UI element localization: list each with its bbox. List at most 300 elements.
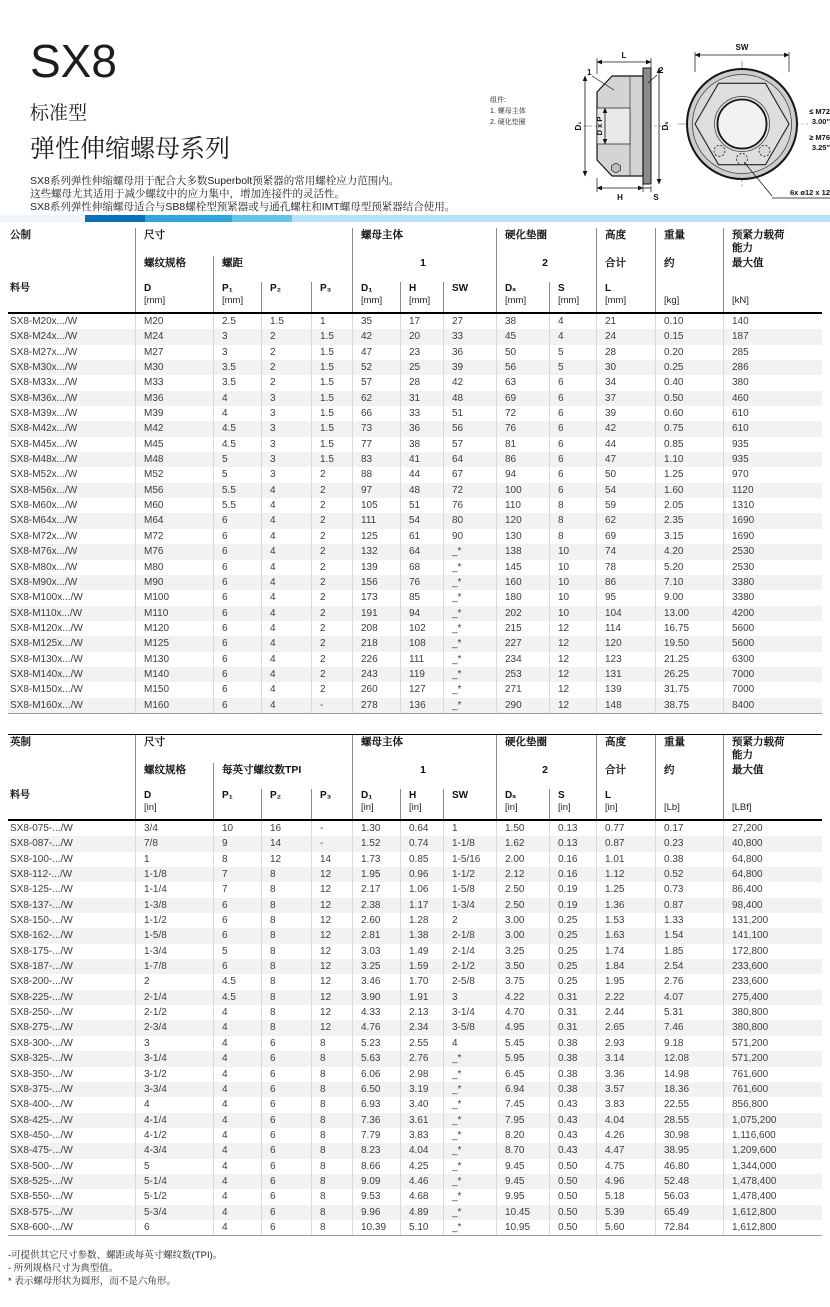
table-cell: 3 <box>261 406 311 421</box>
column-header: D [mm] <box>135 282 213 312</box>
table-cell: 0.31 <box>549 990 596 1005</box>
table-cell: 8 <box>311 1051 352 1066</box>
table-cell: 1.59 <box>400 959 443 974</box>
table-cell: 7000 <box>723 682 822 697</box>
table-cell: 3.50 <box>496 959 549 974</box>
sub-header-approx: 约 <box>655 256 723 282</box>
table-cell: M39 <box>135 406 213 421</box>
table-cell: 2-1/2 <box>443 959 496 974</box>
table-cell: 77 <box>352 437 400 452</box>
table-cell: M140 <box>135 667 213 682</box>
table-cell: 72.84 <box>655 1220 723 1235</box>
table-cell: 9.95 <box>496 1189 549 1204</box>
table-cell: 1.36 <box>596 898 655 913</box>
table-cell: 202 <box>496 606 549 621</box>
dim-label-H: H <box>617 193 623 202</box>
table-cell: 5.5 <box>213 498 261 513</box>
dim-label-Ds: Dₛ <box>661 121 670 131</box>
table-row <box>8 667 822 682</box>
table-row <box>8 1205 822 1220</box>
dim-label-DxP: D x P <box>595 116 604 136</box>
table-cell: 3 <box>443 990 496 1005</box>
table-cell: 0.64 <box>400 821 443 836</box>
table-cell: 2-1/4 <box>443 944 496 959</box>
group-header-preload: 预紧力载荷能力 <box>723 228 822 256</box>
table-cell: 2 <box>311 529 352 544</box>
table-cell: 72 <box>443 483 496 498</box>
table-cell: 33 <box>400 406 443 421</box>
table-cell: M150 <box>135 682 213 697</box>
table-cell: 4 <box>261 698 311 713</box>
table-cell: 3.5 <box>213 360 261 375</box>
table-cell: 26.25 <box>655 667 723 682</box>
table-cell: 5-1/2 <box>135 1189 213 1204</box>
table-cell: 571,200 <box>723 1051 822 1066</box>
table-cell: 3-1/4 <box>135 1051 213 1066</box>
table-cell: 4 <box>213 1067 261 1082</box>
table-cell: 4.75 <box>596 1159 655 1174</box>
table-cell: 6 <box>213 590 261 605</box>
bar-segment <box>85 215 145 222</box>
table-cell: 2 <box>311 652 352 667</box>
description-block <box>30 175 455 214</box>
table-row <box>8 913 822 928</box>
table-cell: 27 <box>443 314 496 329</box>
table-cell: 160 <box>496 575 549 590</box>
table-cell: 8.70 <box>496 1143 549 1158</box>
table-cell: 4 <box>443 1036 496 1051</box>
table-cell: 4 <box>261 544 311 559</box>
column-header: P₃ <box>311 282 352 312</box>
table-cell: 1.38 <box>400 928 443 943</box>
table-cell: 14 <box>311 852 352 867</box>
table-cell: 1.5 <box>311 391 352 406</box>
table-cell: 0.10 <box>655 314 723 329</box>
table-cell: 76 <box>443 498 496 513</box>
table-cell: SX8-350-.../W <box>10 1068 73 1080</box>
table-cell: 24 <box>596 329 655 344</box>
table-cell: 6.45 <box>496 1067 549 1082</box>
table-cell: 1-1/8 <box>443 836 496 851</box>
table-cell: 127 <box>400 682 443 697</box>
table-cell: 6 <box>261 1189 311 1204</box>
table-cell: 1-5/8 <box>443 882 496 897</box>
table-cell: 227 <box>496 636 549 651</box>
table-cell: 173 <box>352 590 400 605</box>
table-cell: 2.65 <box>596 1020 655 1035</box>
table-cell: 2-5/8 <box>443 974 496 989</box>
table-cell: 4 <box>261 652 311 667</box>
table-cell: 0.50 <box>655 391 723 406</box>
table-cell: 0.38 <box>549 1067 596 1082</box>
table-cell: 1,612,800 <box>723 1220 822 1235</box>
table-cell: 2 <box>311 498 352 513</box>
table-cell: 2 <box>311 483 352 498</box>
jackbolt-detail <box>612 163 621 173</box>
sub-header-total: 合计 <box>596 256 655 282</box>
table-cell: 59 <box>596 498 655 513</box>
table-cell: 1,478,400 <box>723 1174 822 1189</box>
table-row <box>8 1036 822 1051</box>
table-row <box>8 483 822 498</box>
table-cell: M130 <box>135 652 213 667</box>
table-cell: 9.18 <box>655 1036 723 1051</box>
table-cell: 4 <box>261 483 311 498</box>
group-header-body: 螺母主体 <box>352 228 496 256</box>
table-cell: M100 <box>135 590 213 605</box>
column-header: SW <box>443 282 496 312</box>
annotation-m72: ≤ M72 <box>809 107 830 116</box>
table-cell: 36 <box>443 345 496 360</box>
table-cell: 2 <box>311 560 352 575</box>
table-cell: 63 <box>496 375 549 390</box>
table-cell: 4 <box>261 560 311 575</box>
table-cell: SX8-M64x.../W <box>10 515 78 527</box>
table-cell: 2-1/4 <box>135 990 213 1005</box>
table-cell: 8 <box>311 1205 352 1220</box>
bar-segment <box>232 215 292 222</box>
sub-header-2: 2 <box>496 256 596 282</box>
table-cell: SX8-162-.../W <box>10 930 73 942</box>
table-cell: 8 <box>261 959 311 974</box>
table-cell: 72 <box>496 406 549 421</box>
table-cell: 9.09 <box>352 1174 400 1189</box>
table-cell: 130 <box>496 529 549 544</box>
table-cell: 38.75 <box>655 698 723 713</box>
table-cell: SX8-M33x.../W <box>10 377 78 389</box>
table-cell: 8 <box>311 1174 352 1189</box>
table-cell: SX8-M130x.../W <box>10 653 83 665</box>
table-cell: 88 <box>352 467 400 482</box>
table-cell: SX8-600-.../W <box>10 1221 73 1233</box>
table-cell: 6 <box>549 421 596 436</box>
table-cell: 51 <box>400 498 443 513</box>
column-header: L [mm] <box>596 282 655 312</box>
table-cell: 45 <box>496 329 549 344</box>
table-cell: 80 <box>443 513 496 528</box>
table-cell: 233,600 <box>723 974 822 989</box>
group-header-weight: 重量 <box>655 735 723 763</box>
table-cell: SX8-M42x.../W <box>10 423 78 435</box>
table-cell: 3 <box>261 437 311 452</box>
table-cell: 10 <box>549 590 596 605</box>
table-cell: _* <box>443 1067 496 1082</box>
table-cell: 4-3/4 <box>135 1143 213 1158</box>
table-cell: 3-1/2 <box>135 1067 213 1082</box>
table-cell: 98,400 <box>723 898 822 913</box>
table-cell: 6 <box>261 1159 311 1174</box>
table-cell: 4.07 <box>655 990 723 1005</box>
table-cell: 8.23 <box>352 1143 400 1158</box>
table-cell: 1.54 <box>655 928 723 943</box>
table-row <box>8 944 822 959</box>
table-cell: 2.76 <box>400 1051 443 1066</box>
table-cell: M160 <box>135 698 213 713</box>
column-header: P₂ <box>261 282 311 312</box>
table-cell: 33 <box>443 329 496 344</box>
table-cell: 2 <box>311 682 352 697</box>
group-header-height: 高度 <box>596 735 655 763</box>
table-cell: 1120 <box>723 483 822 498</box>
table-cell: SX8-M56x.../W <box>10 484 78 496</box>
table-cell: 140 <box>723 314 822 329</box>
table-cell: 6 <box>261 1082 311 1097</box>
table-cell: 66 <box>352 406 400 421</box>
table-cell: M80 <box>135 560 213 575</box>
table-cell: 6.50 <box>352 1082 400 1097</box>
table-cell: 25 <box>400 360 443 375</box>
table-cell: 6 <box>213 928 261 943</box>
table-cell: SX8-M60x.../W <box>10 500 78 512</box>
table-cell: 6 <box>261 1113 311 1128</box>
table-cell: 4.47 <box>596 1143 655 1158</box>
table-cell: 12 <box>549 652 596 667</box>
table-cell: 48 <box>400 483 443 498</box>
table-cell: 1-7/8 <box>135 959 213 974</box>
component-legend-item: 2. 硬化垫圈 <box>490 119 526 126</box>
page-subtitle-type: 标准型 <box>30 103 88 124</box>
table-cell: _* <box>443 1082 496 1097</box>
component-legend-item: 1. 螺母主体 <box>490 108 526 115</box>
table-cell: 380,800 <box>723 1005 822 1020</box>
table-cell: 2.13 <box>400 1005 443 1020</box>
table-row <box>8 606 822 621</box>
table-cell: 4.89 <box>400 1205 443 1220</box>
table-cell: 3.19 <box>400 1082 443 1097</box>
table-cell: 12 <box>311 1020 352 1035</box>
table-cell: 46.80 <box>655 1159 723 1174</box>
table-cell: 6 <box>213 667 261 682</box>
table-cell: 0.50 <box>549 1174 596 1189</box>
table-cell: 1,209,600 <box>723 1143 822 1158</box>
technical-drawing <box>486 28 830 220</box>
table-cell: 0.60 <box>655 406 723 421</box>
table-cell: 243 <box>352 667 400 682</box>
table-cell: SX8-M48x.../W <box>10 454 78 466</box>
table-cell: 1-1/4 <box>135 882 213 897</box>
table-cell: 3-3/4 <box>135 1082 213 1097</box>
table-cell: M52 <box>135 467 213 482</box>
table-cell: 0.31 <box>549 1020 596 1035</box>
table-cell: M56 <box>135 483 213 498</box>
table-cell: 7000 <box>723 667 822 682</box>
table-cell: 1.5 <box>311 345 352 360</box>
dim-label-SW: SW <box>735 43 749 52</box>
table-cell: 5 <box>135 1159 213 1174</box>
footnotes <box>8 1249 222 1288</box>
table-cell: 5.60 <box>596 1220 655 1235</box>
table-cell: 81 <box>496 437 549 452</box>
table-cell: 4.68 <box>400 1189 443 1204</box>
table-cell: 285 <box>723 345 822 360</box>
table-cell: 97 <box>352 483 400 498</box>
column-header: D₁ [mm] <box>352 282 400 312</box>
table-cell: 4 <box>213 1220 261 1235</box>
table-cell: 2-3/4 <box>135 1020 213 1035</box>
table-cell: _* <box>443 682 496 697</box>
table-cell: 2.05 <box>655 498 723 513</box>
table-cell: 4 <box>261 636 311 651</box>
table-cell: 2 <box>135 974 213 989</box>
table-cell: 6 <box>213 544 261 559</box>
group-header-dims: 尺寸 <box>135 735 352 763</box>
table-cell: 4 <box>261 529 311 544</box>
table-cell: 3.14 <box>596 1051 655 1066</box>
table-cell: 131,200 <box>723 913 822 928</box>
table-cell: M125 <box>135 636 213 651</box>
table-cell: 1.5 <box>311 375 352 390</box>
table-cell: 56.03 <box>655 1189 723 1204</box>
table-cell: 0.85 <box>400 852 443 867</box>
table-cell: 6 <box>261 1036 311 1051</box>
table-cell: 3 <box>261 391 311 406</box>
table-cell: SX8-M45x.../W <box>10 438 78 450</box>
table-cell: 8 <box>311 1082 352 1097</box>
table-cell: 100 <box>496 483 549 498</box>
table-cell: 5.31 <box>655 1005 723 1020</box>
table-cell: 6 <box>549 406 596 421</box>
bar-segment <box>145 215 232 222</box>
table-cell: 1,075,200 <box>723 1113 822 1128</box>
group-header-body: 螺母主体 <box>352 735 496 763</box>
table-cell: 7/8 <box>135 836 213 851</box>
table-row <box>8 959 822 974</box>
table-cell: 138 <box>496 544 549 559</box>
table-cell: 6 <box>549 437 596 452</box>
table-cell: _* <box>443 698 496 713</box>
table-cell: 4-1/4 <box>135 1113 213 1128</box>
table-cell: 1-3/4 <box>443 898 496 913</box>
table-cell: 61 <box>400 529 443 544</box>
table-cell: 12 <box>549 682 596 697</box>
table-cell: 68 <box>400 560 443 575</box>
table-cell: 0.38 <box>655 852 723 867</box>
table-cell: 5600 <box>723 636 822 651</box>
table-cell: 380,800 <box>723 1020 822 1035</box>
table-cell: 3 <box>261 421 311 436</box>
table-cell: 4.33 <box>352 1005 400 1020</box>
column-header-row <box>8 282 822 314</box>
table-cell: 8 <box>549 529 596 544</box>
table-cell: 187 <box>723 329 822 344</box>
table-cell: 0.87 <box>596 836 655 851</box>
table-cell: SX8-250-.../W <box>10 1007 73 1019</box>
table-cell: SX8-325-.../W <box>10 1053 73 1065</box>
table-cell: 0.40 <box>655 375 723 390</box>
table-cell: 6.94 <box>496 1082 549 1097</box>
table-cell: 86,400 <box>723 882 822 897</box>
table-cell: SX8-200-.../W <box>10 976 73 988</box>
table-cell: 6 <box>213 698 261 713</box>
table-cell: 191 <box>352 606 400 621</box>
table-cell: 83 <box>352 452 400 467</box>
table-cell: 1-1/8 <box>135 867 213 882</box>
table-cell: 6 <box>261 1128 311 1143</box>
table-cell: 0.96 <box>400 867 443 882</box>
table-cell: 6 <box>261 1220 311 1235</box>
table-cell: 52.48 <box>655 1174 723 1189</box>
table-cell: 0.73 <box>655 882 723 897</box>
table-cell: 141,100 <box>723 928 822 943</box>
annotation-holes: 6x ø12 x 12 <box>789 188 830 197</box>
table-cell: 120 <box>496 513 549 528</box>
table-cell: 3.03 <box>352 944 400 959</box>
table-cell: 1.28 <box>400 913 443 928</box>
table-cell: 12 <box>311 990 352 1005</box>
column-header: S [in] <box>549 789 596 819</box>
table-cell: 41 <box>400 452 443 467</box>
table-cell: 6 <box>261 1097 311 1112</box>
table-cell: 1,344,000 <box>723 1159 822 1174</box>
table-cell: 4.96 <box>596 1174 655 1189</box>
table-cell: 2530 <box>723 560 822 575</box>
table-cell: 28 <box>596 345 655 360</box>
table-row <box>8 375 822 390</box>
table-cell: 3-1/4 <box>443 1005 496 1020</box>
table-cell: 0.43 <box>549 1143 596 1158</box>
imperial-table <box>8 734 822 1236</box>
table-cell: _* <box>443 667 496 682</box>
sub-header-tpi: 每英寸螺纹数TPI <box>213 763 352 789</box>
table-cell: SX8-M30x.../W <box>10 362 78 374</box>
table-cell: 2 <box>311 606 352 621</box>
table-cell: 10 <box>549 544 596 559</box>
table-cell: 3 <box>213 329 261 344</box>
table-cell: 1,612,800 <box>723 1205 822 1220</box>
table-cell: 0.19 <box>549 898 596 913</box>
table-cell: 2.76 <box>655 974 723 989</box>
table-cell: 4 <box>213 1174 261 1189</box>
table-cell: _* <box>443 560 496 575</box>
table-cell: 172,800 <box>723 944 822 959</box>
drive-hole <box>759 145 770 156</box>
table-cell: 104 <box>596 606 655 621</box>
table-cell: 9.45 <box>496 1174 549 1189</box>
table-cell: 54 <box>400 513 443 528</box>
table-cell: 0.77 <box>596 821 655 836</box>
table-cell: 90 <box>443 529 496 544</box>
table-cell: 4 <box>261 667 311 682</box>
table-cell: 1.25 <box>596 882 655 897</box>
table-cell: 5 <box>213 467 261 482</box>
table-cell: 4-1/2 <box>135 1128 213 1143</box>
table-cell: 0.16 <box>549 852 596 867</box>
table-cell: M90 <box>135 575 213 590</box>
table-cell: _* <box>443 621 496 636</box>
table-cell: 290 <box>496 698 549 713</box>
column-header: 料号 <box>10 283 30 294</box>
table-cell: 16 <box>261 821 311 836</box>
table-cell: 0.74 <box>400 836 443 851</box>
table-cell: 1-1/2 <box>135 913 213 928</box>
table-cell: 1.95 <box>352 867 400 882</box>
table-cell: 8.20 <box>496 1128 549 1143</box>
table-cell: 30 <box>596 360 655 375</box>
table-cell: SX8-125-.../W <box>10 884 73 896</box>
table-cell: SX8-525-.../W <box>10 1175 73 1187</box>
column-header: Dₛ [in] <box>496 789 549 819</box>
table-cell: 1.5 <box>261 314 311 329</box>
table-cell: 4 <box>213 1082 261 1097</box>
table-row <box>8 882 822 897</box>
table-cell: 6 <box>213 898 261 913</box>
table-cell: SX8-M72x.../W <box>10 530 78 542</box>
table-cell: 1.5 <box>311 360 352 375</box>
column-header: P₃ <box>311 789 352 819</box>
header-spacer <box>8 256 135 282</box>
table-cell: 6 <box>549 375 596 390</box>
table-cell: 218 <box>352 636 400 651</box>
